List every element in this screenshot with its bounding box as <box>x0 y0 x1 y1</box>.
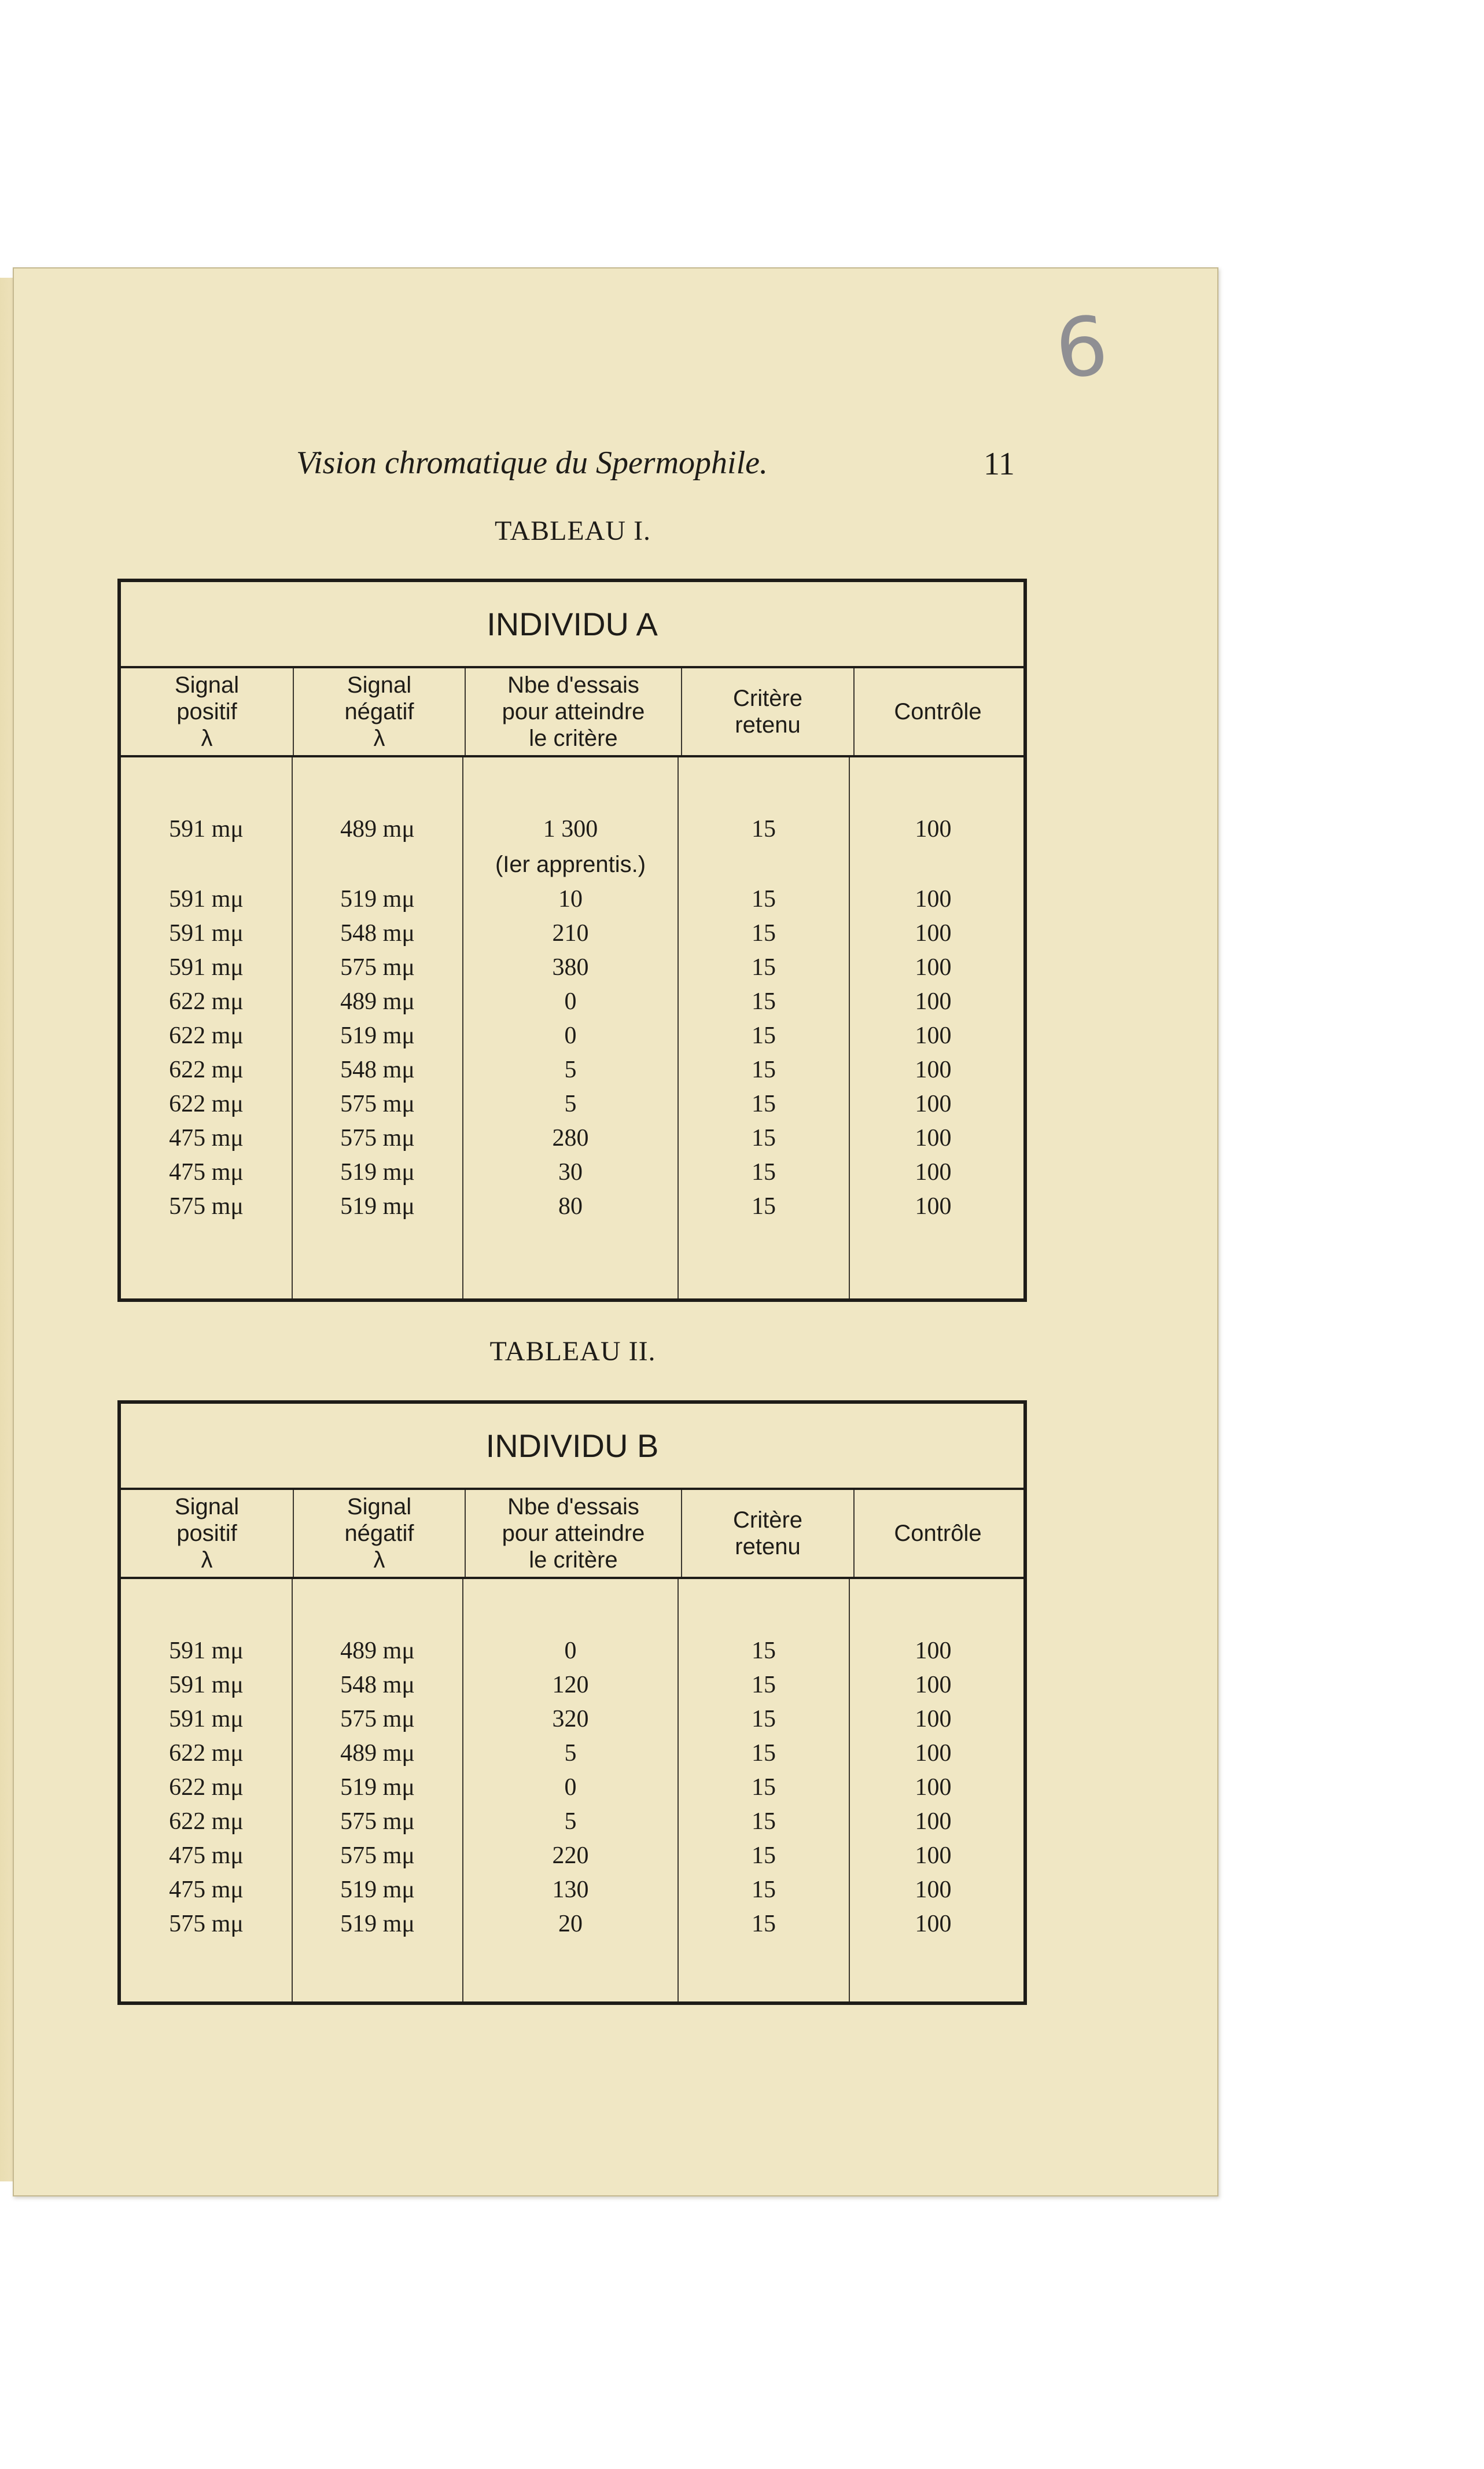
header-line: Contrôle <box>894 1521 982 1546</box>
table-cell: 475 mμ <box>169 1125 244 1151</box>
header-line: Nbe d'essais <box>507 1494 639 1519</box>
table-cell: 100 <box>915 1057 952 1083</box>
table-cell: 0 <box>564 988 577 1015</box>
table-cell: 489 mμ <box>340 1638 415 1664</box>
table-cell: 548 mμ <box>340 1057 415 1083</box>
table-cell: 475 mμ <box>169 1842 244 1869</box>
table-1-title: TABLEAU I. <box>494 516 651 546</box>
table-cell: 0 <box>564 1774 577 1801</box>
column-signal-positif <box>121 757 293 1298</box>
table-cell: 100 <box>915 1808 952 1835</box>
table-cell: 575 mμ <box>340 1706 415 1732</box>
table-cell: 0 <box>564 1638 577 1664</box>
table-cell: 380 <box>552 954 589 981</box>
table-cell: 591 mμ <box>169 816 244 842</box>
table-body <box>121 1579 1023 2001</box>
table-cell: 15 <box>752 816 776 842</box>
table-cell: 519 mμ <box>340 1774 415 1801</box>
table-cell: 15 <box>752 920 776 947</box>
table-cell: 5 <box>564 1091 577 1117</box>
table-cell: 475 mμ <box>169 1159 244 1186</box>
table-cell: 591 mμ <box>169 954 244 981</box>
header-line: λ <box>373 726 385 751</box>
table-cell: 15 <box>752 1808 776 1835</box>
column-controle <box>850 757 1017 1298</box>
page-number: 11 <box>984 446 1015 482</box>
header-signal-positif <box>121 1490 294 1577</box>
header-line: retenu <box>735 1534 801 1559</box>
running-head: Vision chromatique du Spermophile. <box>296 445 768 481</box>
table-cell: 15 <box>752 1091 776 1117</box>
table-cell: 622 mμ <box>169 1740 244 1767</box>
table-cell: 20 <box>558 1911 583 1937</box>
table-header-row <box>121 1490 1023 1579</box>
table-individu-a <box>117 579 1027 1302</box>
header-line: Critère <box>732 1507 803 1533</box>
header-line: pour atteindre <box>502 699 645 724</box>
table-cell: 1 300 <box>543 816 598 842</box>
header-line: pour atteindre <box>502 1521 645 1546</box>
table-cell: 100 <box>915 1022 952 1049</box>
table-cell: 100 <box>915 1842 952 1869</box>
table-cell: 591 mμ <box>169 920 244 947</box>
table-cell: 489 mμ <box>340 988 415 1015</box>
header-line: Contrôle <box>894 699 982 724</box>
table-cell: 519 mμ <box>340 1159 415 1186</box>
table-individu-b <box>117 1400 1027 2005</box>
table-cell: 100 <box>915 1911 952 1937</box>
table-cell: 120 <box>552 1672 589 1698</box>
column-nombre-essais <box>463 1579 679 2001</box>
table-cell: 575 mμ <box>340 1091 415 1117</box>
header-line: λ <box>201 1547 213 1573</box>
header-line: retenu <box>735 712 801 738</box>
table-cell: 15 <box>752 1911 776 1937</box>
header-signal-negatif <box>294 668 466 755</box>
table-cell: 519 mμ <box>340 886 415 912</box>
table-cell: 100 <box>915 1159 952 1186</box>
table-cell: 489 mμ <box>340 1740 415 1767</box>
table-banner: INDIVIDU B <box>121 1404 1023 1490</box>
table-cell: 15 <box>752 1774 776 1801</box>
header-nombre-essais <box>466 1490 682 1577</box>
table-cell: 100 <box>915 988 952 1015</box>
table-banner: INDIVIDU A <box>121 582 1023 668</box>
table-cell: 575 mμ <box>340 1842 415 1869</box>
table-cell: 591 mμ <box>169 1638 244 1664</box>
table-cell: 100 <box>915 1638 952 1664</box>
table-cell: 622 mμ <box>169 1057 244 1083</box>
column-controle <box>850 1579 1017 2001</box>
table-cell: 622 mμ <box>169 1774 244 1801</box>
header-signal-positif <box>121 668 294 755</box>
column-nombre-essais <box>463 757 679 1298</box>
table-cell: 489 mμ <box>340 816 415 842</box>
table-cell: 519 mμ <box>340 1911 415 1937</box>
table-cell: 100 <box>915 886 952 912</box>
table-cell: 575 mμ <box>340 1808 415 1835</box>
table-cell: 15 <box>752 1057 776 1083</box>
table-cell: 100 <box>915 954 952 981</box>
header-line: négatif <box>344 1521 414 1546</box>
table-cell: 15 <box>752 1638 776 1664</box>
table-cell: 15 <box>752 1876 776 1903</box>
table-cell: 575 mμ <box>169 1911 244 1937</box>
pencil-page-mark: 6 <box>1051 298 1113 398</box>
table-cell: 100 <box>915 1193 952 1220</box>
table-cell: 575 mμ <box>169 1193 244 1220</box>
table-cell: 100 <box>915 1876 952 1903</box>
table-header-row <box>121 668 1023 757</box>
table-cell: 15 <box>752 1706 776 1732</box>
table-cell: 100 <box>915 816 952 842</box>
table-cell: 622 mμ <box>169 1808 244 1835</box>
table-cell: 622 mμ <box>169 1091 244 1117</box>
table-cell: 548 mμ <box>340 920 415 947</box>
table-cell: 10 <box>558 886 583 912</box>
table-cell: 210 <box>552 920 589 947</box>
table-cell: 15 <box>752 1740 776 1767</box>
table-cell: 15 <box>752 988 776 1015</box>
header-line: λ <box>201 726 213 751</box>
header-line: le critère <box>529 726 618 751</box>
column-critere-retenu <box>679 1579 850 2001</box>
table-cell: 280 <box>552 1125 589 1151</box>
table-cell: 548 mμ <box>340 1672 415 1698</box>
table-cell: 30 <box>558 1159 583 1186</box>
table-cell: 575 mμ <box>340 954 415 981</box>
header-line: négatif <box>344 699 414 724</box>
table-cell: 591 mμ <box>169 1706 244 1732</box>
table-cell: 15 <box>752 886 776 912</box>
table-cell: 15 <box>752 1159 776 1186</box>
table-cell: 100 <box>915 1740 952 1767</box>
table-cell: 5 <box>564 1808 577 1835</box>
column-signal-negatif <box>293 1579 463 2001</box>
table-cell: 15 <box>752 1193 776 1220</box>
table-cell: 591 mμ <box>169 1672 244 1698</box>
header-signal-negatif <box>294 1490 466 1577</box>
table-cell: 100 <box>915 920 952 947</box>
column-signal-positif <box>121 1579 293 2001</box>
table-body <box>121 757 1023 1298</box>
header-line: Signal <box>347 1494 412 1519</box>
header-line: positif <box>176 699 237 724</box>
header-controle <box>855 1490 1021 1577</box>
table-cell: 130 <box>552 1876 589 1903</box>
header-line: Signal <box>174 672 240 698</box>
table-cell: 622 mμ <box>169 988 244 1015</box>
header-critere-retenu <box>682 1490 855 1577</box>
table-cell: 5 <box>564 1740 577 1767</box>
table-cell: 80 <box>558 1193 583 1220</box>
header-line: positif <box>176 1521 237 1546</box>
table-cell: 519 mμ <box>340 1876 415 1903</box>
table-cell: 5 <box>564 1057 577 1083</box>
table-cell: 100 <box>915 1672 952 1698</box>
table-cell: 100 <box>915 1091 952 1117</box>
table-cell: 320 <box>552 1706 589 1732</box>
table-cell: 475 mμ <box>169 1876 244 1903</box>
table-cell: 220 <box>552 1842 589 1869</box>
table-cell: 15 <box>752 1672 776 1698</box>
column-signal-negatif <box>293 757 463 1298</box>
table-cell: 591 mμ <box>169 886 244 912</box>
header-line: le critère <box>529 1547 618 1573</box>
table-cell: 15 <box>752 1125 776 1151</box>
header-line: Signal <box>174 1494 240 1519</box>
header-line: Signal <box>347 672 412 698</box>
header-line: λ <box>373 1547 385 1573</box>
table-cell: 15 <box>752 954 776 981</box>
table-cell: 100 <box>915 1774 952 1801</box>
table-cell: 15 <box>752 1842 776 1869</box>
table-cell: 519 mμ <box>340 1193 415 1220</box>
table-cell: 0 <box>564 1022 577 1049</box>
table-cell: 575 mμ <box>340 1125 415 1151</box>
header-line: Nbe d'essais <box>507 672 639 698</box>
table-cell: 15 <box>752 1022 776 1049</box>
table-cell: 100 <box>915 1706 952 1732</box>
header-line: Critère <box>732 686 803 711</box>
header-controle <box>855 668 1021 755</box>
table-cell: 519 mμ <box>340 1022 415 1049</box>
column-critere-retenu <box>679 757 850 1298</box>
table-cell: 100 <box>915 1125 952 1151</box>
table-cell: 622 mμ <box>169 1022 244 1049</box>
table-cell-note: (Ier apprentis.) <box>495 852 646 877</box>
header-critere-retenu <box>682 668 855 755</box>
table-2-title: TABLEAU II. <box>489 1336 656 1367</box>
header-nombre-essais <box>466 668 682 755</box>
